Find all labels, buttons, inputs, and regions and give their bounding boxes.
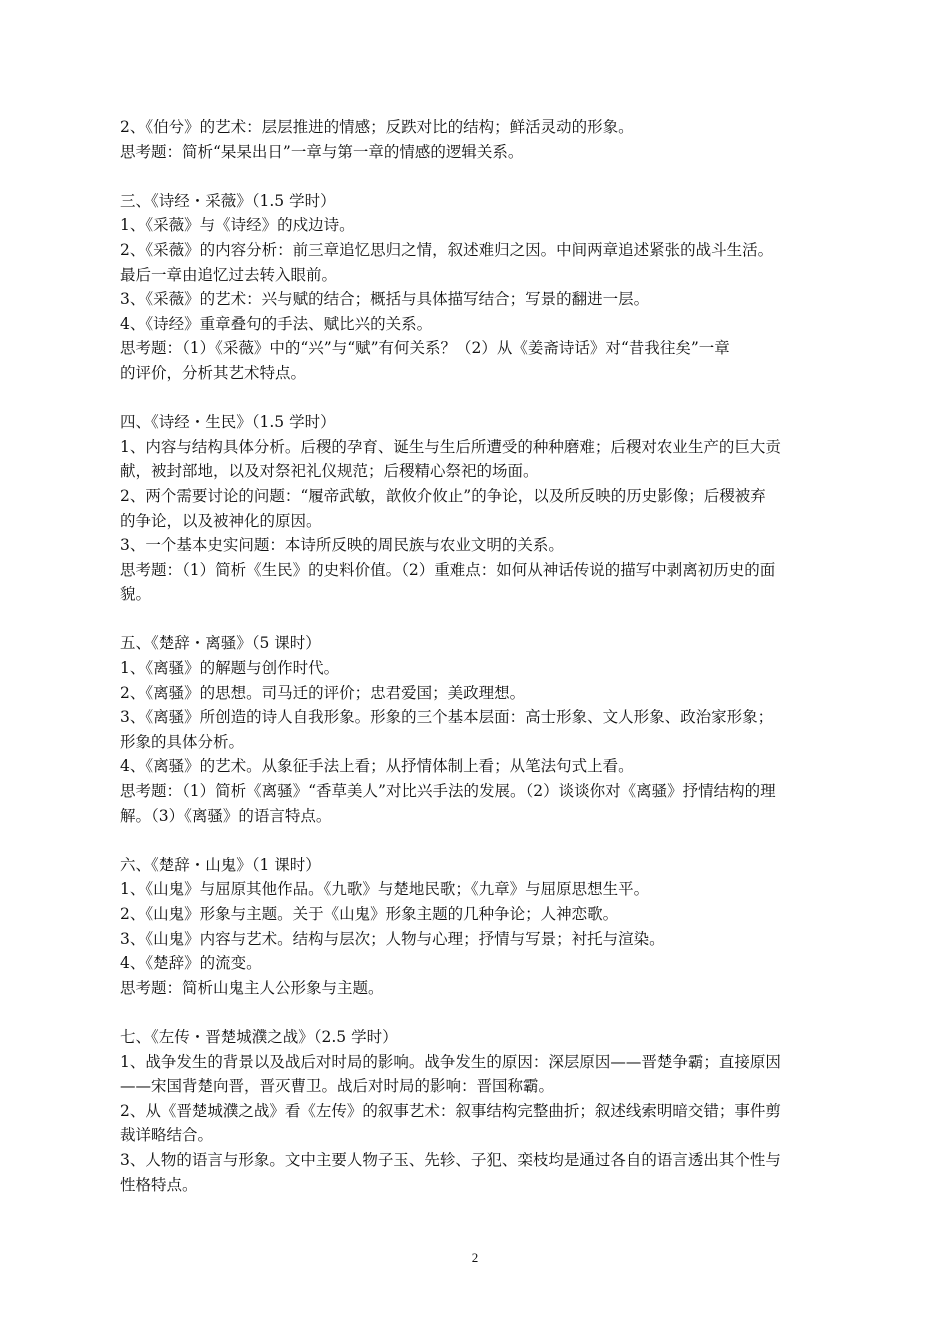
section-heading-4: 四、《诗经・生民》（1.5 学时） (120, 413, 336, 432)
text-line: 3、《山鬼》内容与艺术。结构与层次；人物与心理；抒情与写景；衬托与渲染。 (120, 929, 665, 948)
text-line: 2、《采薇》的内容分析：前三章追忆思归之情，叙述难归之因。中间两章追述紧张的战斗生活。 (120, 240, 774, 259)
paragraph-gap (120, 828, 832, 853)
question-line: 思考题：（1）简析《生民》的史料价值。（2）重难点：如何从神话传说的描写中剥离初历史的面 (120, 560, 776, 579)
text-line: 2、从《晋楚城濮之战》看《左传》的叙事艺术：叙事结构完整曲折；叙述线索明暗交错；事件剪 (120, 1101, 781, 1120)
text-line: 裁详略结合。 (120, 1126, 214, 1145)
question-line: 思考题：简析山鬼主人公形象与主题。 (120, 978, 384, 997)
section-heading-6: 六、《楚辞・山鬼》（1 课时） (120, 855, 321, 874)
paragraph-gap (120, 1000, 832, 1025)
section-heading-5: 五、《楚辞・离骚》（5 课时） (120, 634, 321, 653)
text-line: 4、《诗经》重章叠句的手法、赋比兴的关系。 (120, 314, 433, 333)
document-body (120, 115, 832, 1197)
text-line: 1、《山鬼》与屈原其他作品。《九歌》与楚地民歌；《九章》与屈原思想生平。 (120, 880, 650, 899)
question-line: 思考题：（1）《采薇》中的“兴”与“赋”有何关系？（2）从《姜斋诗话》对“昔我往矣”一章 (120, 339, 730, 358)
question-line: 解。（3）《离骚》的语言特点。 (120, 806, 332, 825)
paragraph-gap (120, 607, 832, 632)
page-number: 2 (471, 1250, 479, 1265)
text-line: 3、一个基本史实问题：本诗所反映的周民族与农业文明的关系。 (120, 536, 564, 555)
text-line: 献，被封部地，以及对祭祀礼仪规范；后稷精心祭祀的场面。 (120, 462, 539, 481)
section-heading-3: 三、《诗经・采薇》（1.5 学时） (120, 191, 336, 210)
text-line: 2、《山鬼》形象与主题。关于《山鬼》形象主题的几种争论；人神恋歌。 (120, 905, 619, 923)
text-line: 1、战争发生的背景以及战后对时局的影响。战争发生的原因：深层原因——晋楚争霸；直接原因 (120, 1052, 781, 1071)
question-line: 的评价，分析其艺术特点。 (120, 363, 307, 382)
text-line: 1、内容与结构具体分析。后稷的孕育、诞生与生后所遭受的种种磨难；后稷对农业生产的巨大贡 (120, 437, 781, 456)
text-line: 最后一章由追忆过去转入眼前。 (120, 265, 338, 284)
text-line: 的争论，以及被神化的原因。 (120, 511, 322, 530)
text-line: 3、《采薇》的艺术：兴与赋的结合；概括与具体描写结合；写景的翻进一层。 (120, 290, 650, 309)
text-line: 性格特点。 (120, 1175, 198, 1194)
text-line: 3、《离骚》所创造的诗人自我形象。形象的三个基本层面：高士形象、文人形象、政治家形象； (120, 708, 774, 727)
question-line: 貌。 (120, 585, 152, 604)
text-line: 形象的具体分析。 (120, 732, 245, 751)
paragraph-gap (120, 164, 832, 189)
question-line: 思考题：（1）简析《离骚》“香草美人”对比兴手法的发展。（2）谈谈你对《离骚》抒情结构的理 (120, 782, 776, 801)
text-line: 4、《离骚》的艺术。从象征手法上看；从抒情体制上看；从笔法句式上看。 (120, 757, 634, 776)
paragraph-gap (120, 386, 832, 411)
text-line: 1、《离骚》的解题与创作时代。 (120, 659, 340, 678)
text-line: 2、两个需要讨论的问题：“履帝武敏，歆攸介攸止”的争论，以及所反映的历史影像；后稷被弃 (120, 486, 766, 505)
text-line: 3、人物的语言与形象。文中主要人物子玉、先轸、子犯、栾枝均是通过各自的语言透出其个性与 (120, 1150, 781, 1169)
text-line: 2、《离骚》的思想。司马迁的评价；忠君爱国；美政理想。 (120, 683, 526, 702)
text-line: 4、《楚辞》的流变。 (120, 954, 262, 973)
question-line: 思考题：简析“杲杲出日”一章与第一章的情感的逻辑关系。 (120, 142, 524, 161)
text-line: 1、《采薇》与《诗经》的戍边诗。 (120, 216, 355, 235)
text-line: 2、《伯兮》的艺术：层层推进的情感；反跌对比的结构；鲜活灵动的形象。 (120, 118, 634, 136)
text-line: ——宋国背楚向晋，晋灭曹卫。战后对时局的影响：晋国称霸。 (120, 1077, 555, 1096)
section-heading-7: 七、《左传・晋楚城濮之战》（2.5 学时） (120, 1027, 398, 1046)
